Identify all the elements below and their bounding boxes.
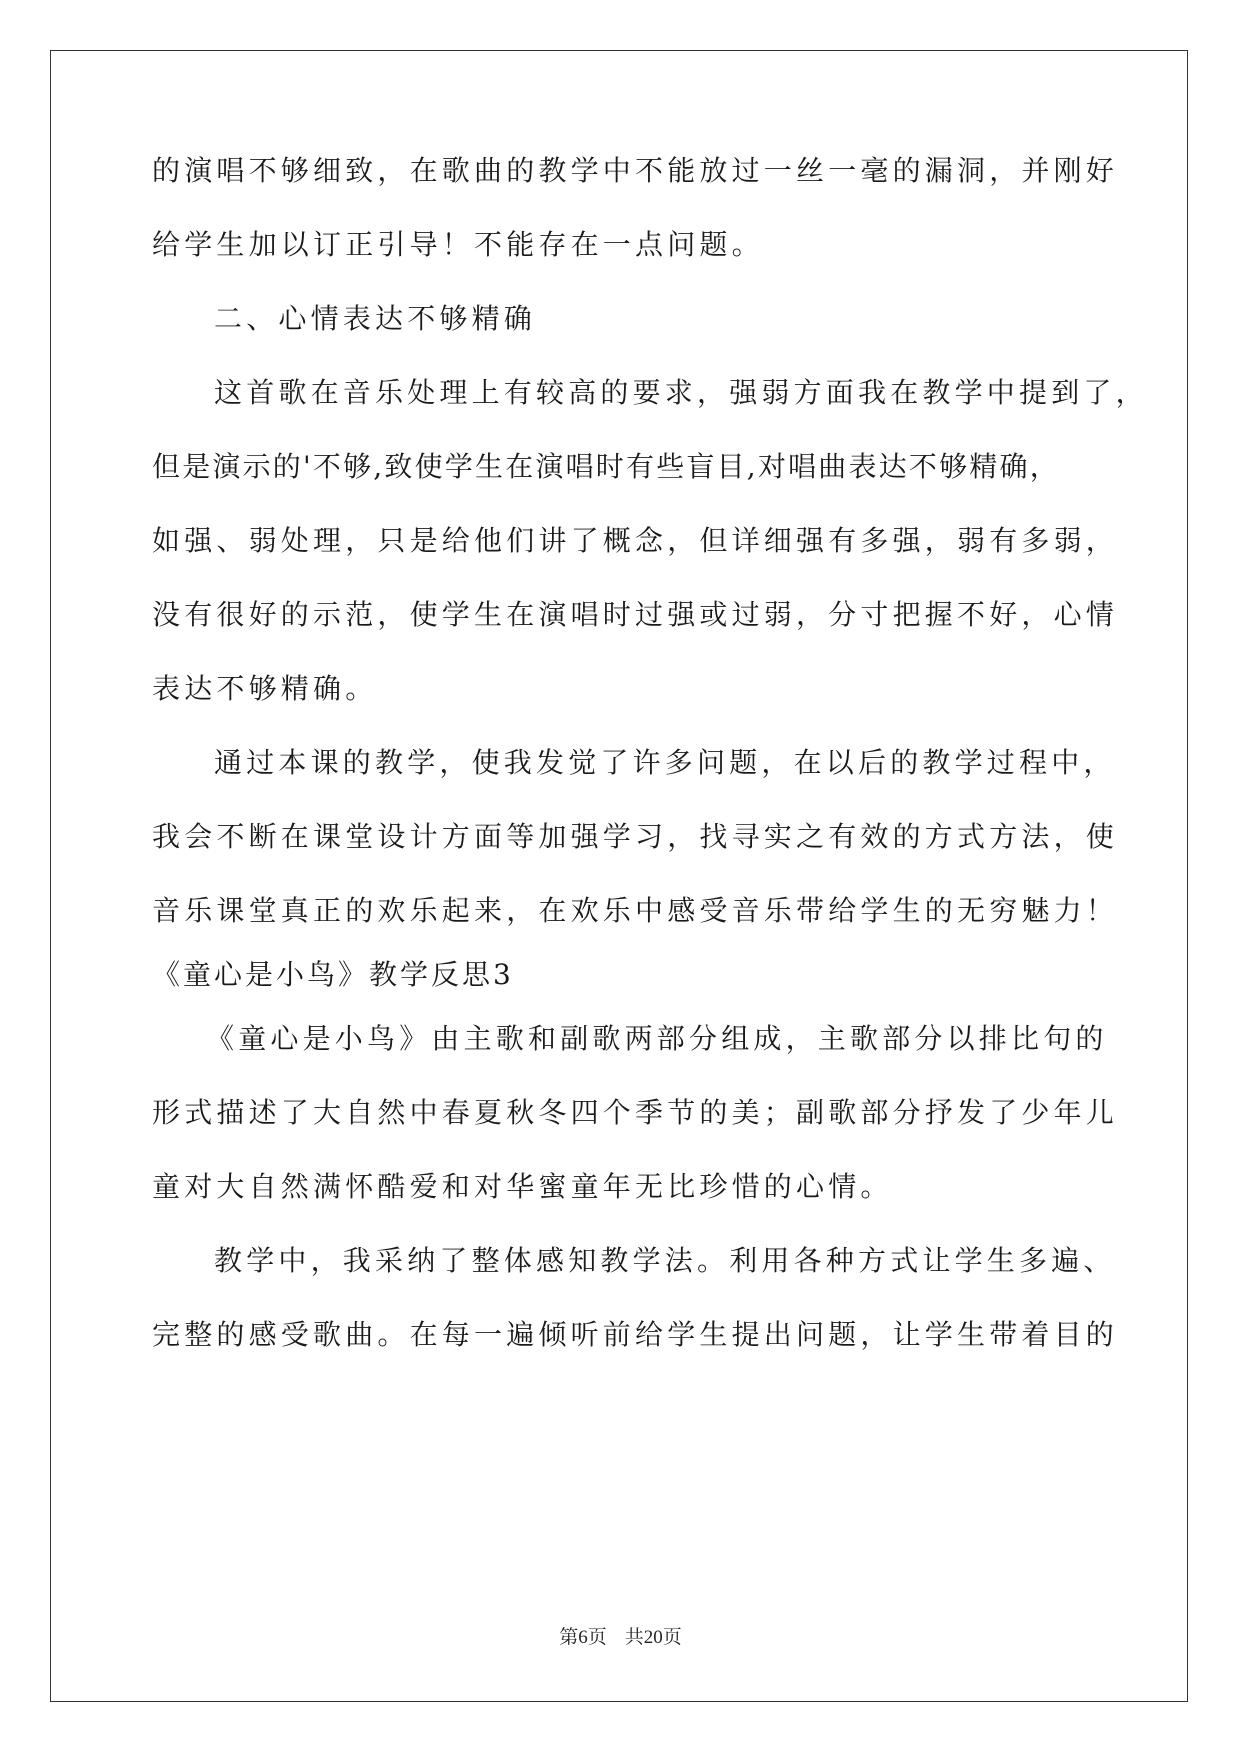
page-number: 6 (578, 1627, 588, 1648)
text-line: 没有很好的示范，使学生在演唱时过强或过弱，分寸把握不好，心情 (152, 598, 1119, 631)
section-heading: 二、心情表达不够精确 (214, 302, 537, 335)
text-line: 音乐课堂真正的欢乐起来，在欢乐中感受音乐带给学生的无穷魅力！ (152, 894, 1119, 927)
text-line: 表达不够精确。 (152, 672, 378, 705)
text-line: 《童心是小鸟》由主歌和副歌两部分组成，主歌部分以排比句的 (206, 1022, 1108, 1055)
text-line: 教学中，我采纳了整体感知教学法。利用各种方式让学生多遍、 (214, 1244, 1116, 1277)
text-line: 但是演示的'不够,致使学生在演唱时有些盲目,对唱曲表达不够精确， (152, 450, 1060, 483)
text-line: 给学生加以订正引导！不能存在一点问题。 (152, 228, 764, 261)
text-line: 童对大自然满怀酷爱和对华蜜童年无比珍惜的心情。 (152, 1170, 893, 1203)
text-line: 我会不断在课堂设计方面等加强学习，找寻实之有效的方式方法，使 (152, 820, 1119, 853)
page-suffix: 页 (587, 1626, 607, 1648)
total-prefix: 共 (624, 1626, 644, 1648)
total-pages: 20 (643, 1627, 663, 1648)
text-line: 通过本课的教学，使我发觉了许多问题，在以后的教学过程中， (214, 746, 1116, 779)
text-line: 如强、弱处理，只是给他们讲了概念，但详细强有多强，弱有多弱， (152, 524, 1119, 557)
text-line: 形式描述了大自然中春夏秋冬四个季节的美；副歌部分抒发了少年儿 (152, 1096, 1119, 1129)
page-border (50, 50, 1188, 1702)
text-line: 这首歌在音乐处理上有较高的要求，强弱方面我在教学中提到了， (214, 376, 1148, 409)
page-footer (0, 1625, 1241, 1650)
section-title: 《童心是小鸟》教学反思3 (152, 958, 514, 991)
text-line: 完整的感受歌曲。在每一遍倾听前给学生提出问题，让学生带着目的 (152, 1318, 1119, 1351)
total-suffix: 页 (662, 1626, 682, 1648)
text-line: 的演唱不够细致，在歌曲的教学中不能放过一丝一毫的漏洞，并刚好 (152, 154, 1119, 187)
page-prefix: 第 (559, 1626, 579, 1648)
